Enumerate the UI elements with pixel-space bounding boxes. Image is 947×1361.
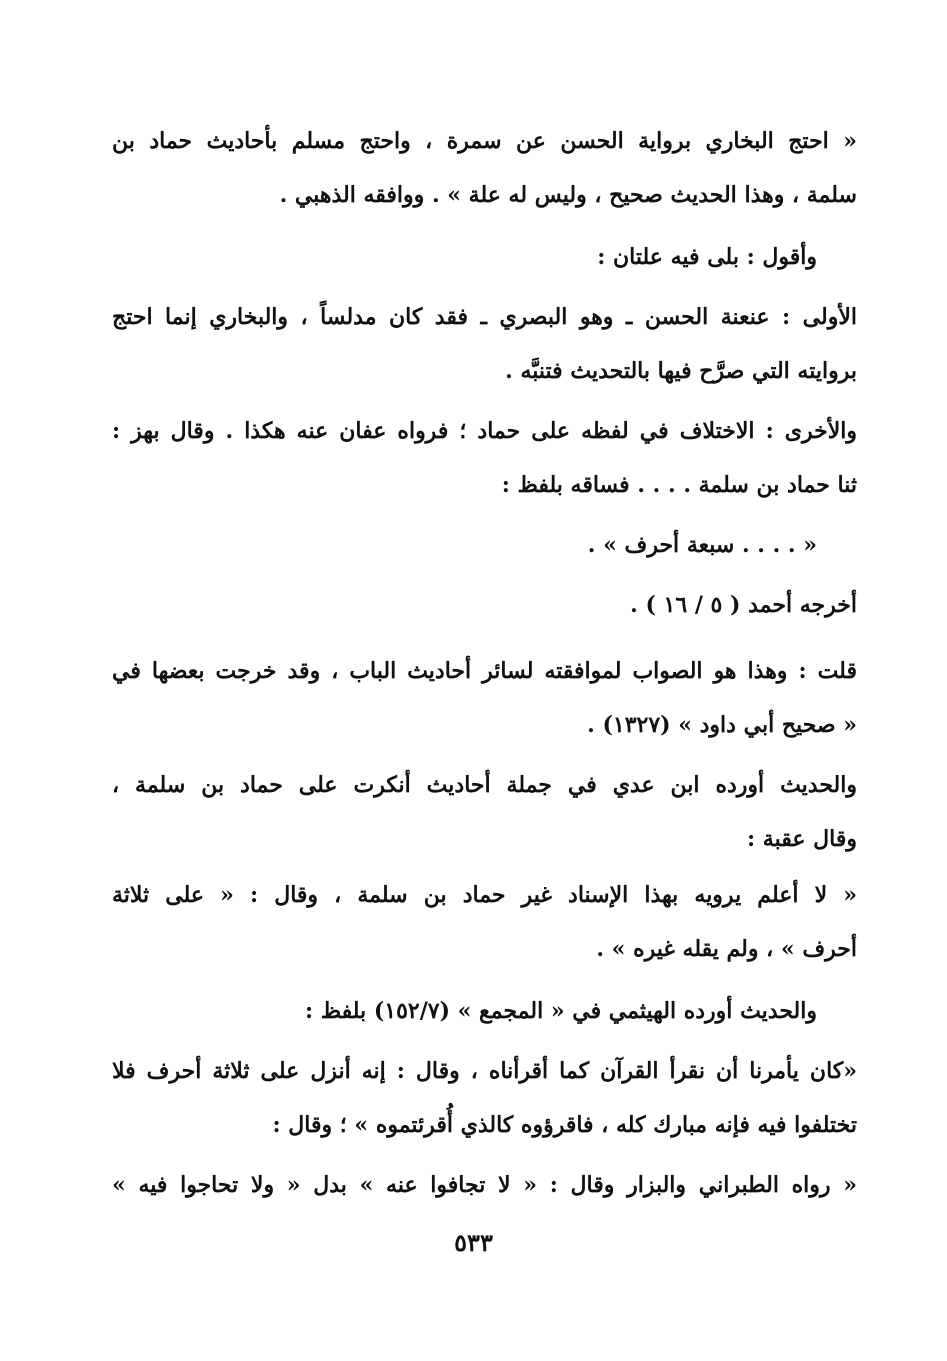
paragraph-seven-letters	[112, 518, 857, 572]
paragraph-hadith-text	[112, 1044, 857, 1152]
page-number: ٥٣٣	[454, 1228, 493, 1257]
text-line: وأقول : بلى فيه علتان :	[597, 244, 817, 270]
text-line: قلت : وهذا هو الصواب لموافقته لسائر أحاديث الباب ، وقد خرجت بعضها في	[112, 658, 857, 684]
text-line: « . . . . سبعة أحرف » .	[587, 532, 817, 558]
paragraph-first-defect	[112, 290, 857, 398]
paragraph-ibn-adi-quote	[112, 868, 857, 976]
paragraph-haythami	[112, 984, 857, 1038]
text-line: « صحيح أبي داود » (١٣٢٧) .	[587, 712, 857, 738]
paragraph-two-defects	[112, 230, 857, 284]
text-line: سلمة ، وهذا الحديث صحيح ، وليس له علة » . ووافقه الذهبي .	[279, 182, 857, 208]
text-line: والحديث أورده ابن عدي في جملة أحاديث أنكرت على حماد بن سلمة ،	[112, 772, 857, 798]
text-line: والأخرى : الاختلاف في لفظه على حماد ؛ فرواه عفان عنه هكذا . وقال بهز :	[112, 418, 857, 444]
text-line: « رواه الطبراني والبزار وقال : « لا تجافوا عنه » بدل « ولا تحاجوا فيه »	[112, 1172, 857, 1198]
text-line: أحرف » ، ولم يقله غيره » .	[596, 936, 857, 962]
paragraph-qultu	[112, 644, 857, 752]
text-line: ثنا حماد بن سلمة . . . . فساقه بلفظ :	[501, 472, 857, 498]
paragraph-quote-bukhari	[112, 114, 857, 222]
paragraph-ibn-adi	[112, 758, 857, 866]
text-line: والحديث أورده الهيثمي في « المجمع » (١٥٢/٧) بلفظ :	[304, 998, 817, 1024]
text-line: أخرجه أحمد ( ٥ / ١٦ ) .	[630, 592, 857, 618]
text-line: وقال عقبة :	[747, 826, 857, 852]
paragraph-second-defect	[112, 404, 857, 512]
text-line: تختلفوا فيه فإنه مبارك كله ، فاقرؤوه كالذي أُقرئتموه » ؛ وقال :	[272, 1112, 857, 1138]
text-line: « لا أعلم يرويه بهذا الإسناد غير حماد بن سلمة ، وقال : « على ثلاثة	[112, 882, 857, 908]
text-line: «كان يأمرنا أن نقرأ القرآن كما أقرأناه ، وقال : إنه أنزل على ثلاثة أحرف فلا	[112, 1058, 857, 1084]
paragraph-ahmad-reference	[112, 578, 857, 632]
paragraph-tabarani	[112, 1158, 857, 1212]
text-line: بروايته التي صرَّح فيها بالتحديث فتنبَّه .	[505, 358, 857, 384]
text-line: « احتج البخاري برواية الحسن عن سمرة ، واحتج مسلم بأحاديث حماد بن	[112, 128, 857, 154]
text-line: الأولى : عنعنة الحسن ـ وهو البصري ـ فقد كان مدلساً ، والبخاري إنما احتج	[112, 304, 857, 330]
